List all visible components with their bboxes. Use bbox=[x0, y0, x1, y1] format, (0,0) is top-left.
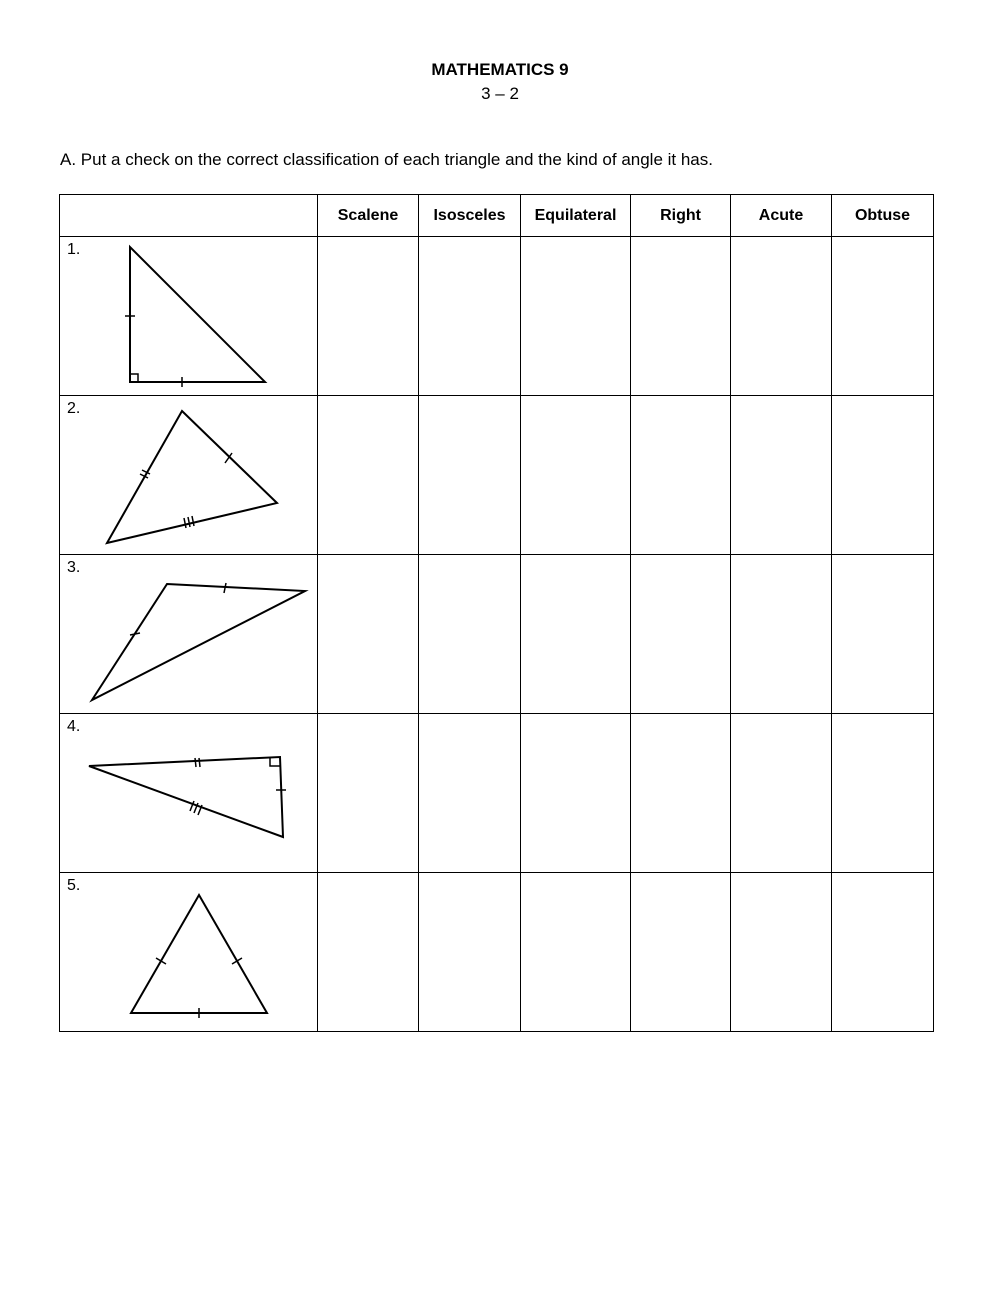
check-cell-obtuse[interactable] bbox=[832, 714, 934, 873]
row-number: 4. bbox=[67, 718, 81, 735]
row-number: 3. bbox=[67, 559, 81, 576]
right-scalene-triangle-icon bbox=[60, 714, 318, 872]
table-row bbox=[60, 873, 934, 1032]
check-cell-right[interactable] bbox=[631, 555, 731, 714]
check-cell-acute[interactable] bbox=[731, 396, 832, 555]
column-header-isosceles: Isosceles bbox=[419, 195, 521, 237]
check-cell-equilateral[interactable] bbox=[521, 873, 631, 1032]
triangle-cell bbox=[60, 555, 318, 714]
table-row bbox=[60, 714, 934, 873]
check-cell-scalene[interactable] bbox=[318, 396, 419, 555]
column-header-acute: Acute bbox=[731, 195, 832, 237]
right-isosceles-triangle-icon bbox=[60, 237, 318, 395]
page-title: MATHEMATICS 9 bbox=[431, 60, 569, 79]
check-cell-acute[interactable] bbox=[731, 237, 832, 396]
header-row bbox=[60, 195, 934, 237]
column-header-obtuse: Obtuse bbox=[832, 195, 934, 237]
check-cell-equilateral[interactable] bbox=[521, 237, 631, 396]
check-cell-scalene[interactable] bbox=[318, 873, 419, 1032]
check-cell-right[interactable] bbox=[631, 396, 731, 555]
obtuse-isosceles-triangle-icon bbox=[60, 555, 318, 713]
check-cell-scalene[interactable] bbox=[318, 555, 419, 714]
classification-table bbox=[59, 194, 934, 1032]
check-cell-isosceles[interactable] bbox=[419, 555, 521, 714]
row-number: 2. bbox=[67, 400, 81, 417]
check-cell-equilateral[interactable] bbox=[521, 396, 631, 555]
check-cell-scalene[interactable] bbox=[318, 714, 419, 873]
check-cell-isosceles[interactable] bbox=[419, 237, 521, 396]
check-cell-obtuse[interactable] bbox=[832, 555, 934, 714]
check-cell-right[interactable] bbox=[631, 873, 731, 1032]
check-cell-equilateral[interactable] bbox=[521, 714, 631, 873]
triangle-cell bbox=[60, 396, 318, 555]
check-cell-acute[interactable] bbox=[731, 555, 832, 714]
row-number: 5. bbox=[67, 877, 81, 894]
table-row bbox=[60, 237, 934, 396]
check-cell-isosceles[interactable] bbox=[419, 396, 521, 555]
table-row bbox=[60, 555, 934, 714]
table-row bbox=[60, 396, 934, 555]
equilateral-triangle-icon bbox=[60, 873, 318, 1031]
page-subtitle: 3 – 2 bbox=[481, 84, 519, 103]
check-cell-obtuse[interactable] bbox=[832, 396, 934, 555]
triangle-cell bbox=[60, 714, 318, 873]
row-number: 1. bbox=[67, 241, 81, 258]
scalene-triangle-icon bbox=[60, 396, 318, 554]
check-cell-equilateral[interactable] bbox=[521, 555, 631, 714]
column-header-right: Right bbox=[631, 195, 731, 237]
check-cell-isosceles[interactable] bbox=[419, 873, 521, 1032]
column-header-scalene: Scalene bbox=[318, 195, 419, 237]
check-cell-isosceles[interactable] bbox=[419, 714, 521, 873]
instruction-text: A. Put a check on the correct classification of each triangle and the kind of angle it has. bbox=[60, 150, 713, 169]
column-header-equilateral: Equilateral bbox=[521, 195, 631, 237]
check-cell-acute[interactable] bbox=[731, 714, 832, 873]
check-cell-scalene[interactable] bbox=[318, 237, 419, 396]
blank-header-cell bbox=[60, 195, 318, 237]
triangle-cell bbox=[60, 237, 318, 396]
triangle-cell bbox=[60, 873, 318, 1032]
check-cell-obtuse[interactable] bbox=[832, 237, 934, 396]
check-cell-right[interactable] bbox=[631, 237, 731, 396]
check-cell-obtuse[interactable] bbox=[832, 873, 934, 1032]
check-cell-acute[interactable] bbox=[731, 873, 832, 1032]
check-cell-right[interactable] bbox=[631, 714, 731, 873]
